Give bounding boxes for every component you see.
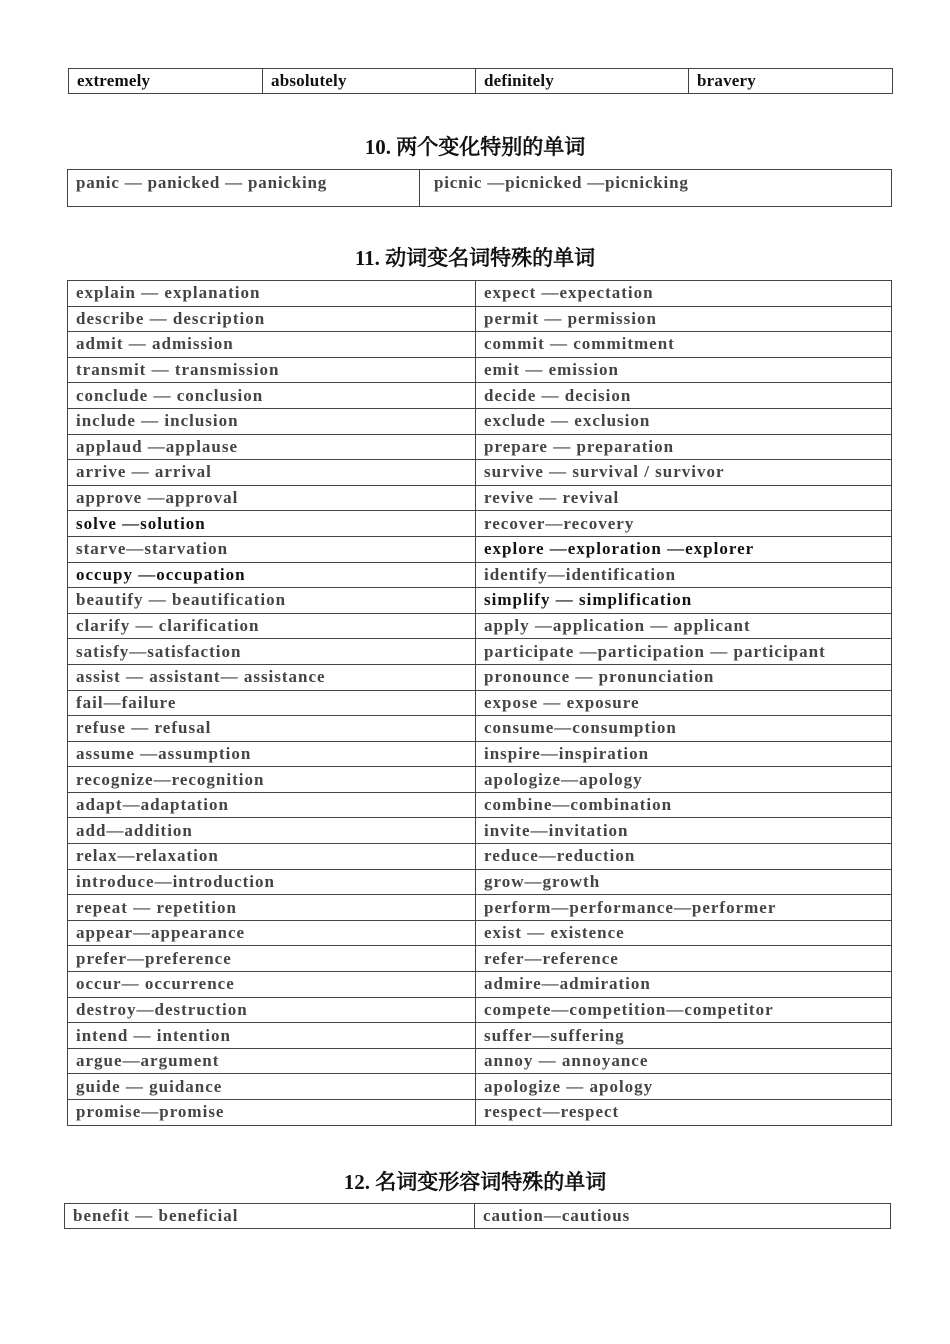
- table-row: [68, 741, 892, 767]
- table-cell: grow—growth: [476, 869, 892, 895]
- table-cell: caution—cautious: [475, 1204, 891, 1229]
- table-cell: pronounce — pronunciation: [476, 664, 892, 690]
- section-11-heading: 11. 动词变名词特殊的单词: [354, 246, 596, 270]
- table-cell: applaud —applause: [68, 434, 476, 460]
- table-row: [65, 1204, 891, 1229]
- table-cell: benefit — beneficial: [65, 1204, 475, 1229]
- table-cell: bravery: [689, 69, 893, 94]
- table-row: [68, 536, 892, 562]
- table-cell: apologize — apology: [476, 1074, 892, 1100]
- table-cell: guide — guidance: [68, 1074, 476, 1100]
- table-row: [68, 281, 892, 307]
- top-word-table: [68, 68, 893, 94]
- table-cell: refer—reference: [476, 946, 892, 972]
- table-cell: reduce—reduction: [476, 844, 892, 870]
- section-10-heading: 10. 两个变化特别的单词: [364, 135, 586, 159]
- table-cell: permit — permission: [476, 306, 892, 332]
- table-row: [68, 869, 892, 895]
- table-cell: respect—respect: [476, 1100, 892, 1126]
- table-cell: identify—identification: [476, 562, 892, 588]
- table-cell: admire—admiration: [476, 972, 892, 998]
- table-row: [68, 664, 892, 690]
- table-cell: perform—performance—performer: [476, 895, 892, 921]
- table-row: [68, 997, 892, 1023]
- table-cell: repeat — repetition: [68, 895, 476, 921]
- table-cell: assist — assistant— assistance: [68, 664, 476, 690]
- table-row: [68, 485, 892, 511]
- table-cell: adapt—adaptation: [68, 792, 476, 818]
- table-row: [68, 383, 892, 409]
- table-row: [68, 818, 892, 844]
- table-cell: include — inclusion: [68, 408, 476, 434]
- table-cell: prepare — preparation: [476, 434, 892, 460]
- table-cell: picnic —picnicked —picnicking: [420, 170, 892, 207]
- table-cell: apply —application — applicant: [476, 613, 892, 639]
- table-row: [68, 1100, 892, 1126]
- table-row: [68, 332, 892, 358]
- table-cell: occur— occurrence: [68, 972, 476, 998]
- table-row: [68, 613, 892, 639]
- table-cell: annoy — annoyance: [476, 1048, 892, 1074]
- table-row: [68, 511, 892, 537]
- table-cell: commit — commitment: [476, 332, 892, 358]
- table-cell: participate —participation — participant: [476, 639, 892, 665]
- table-row: [68, 895, 892, 921]
- table-row: [68, 460, 892, 486]
- table-cell: beautify — beautification: [68, 588, 476, 614]
- table-cell: prefer—preference: [68, 946, 476, 972]
- table-cell: expose — exposure: [476, 690, 892, 716]
- table-cell: explore —exploration —explorer: [476, 536, 892, 562]
- table-cell: decide — decision: [476, 383, 892, 409]
- table-cell: appear—appearance: [68, 920, 476, 946]
- table-row: [68, 1074, 892, 1100]
- table-row: [68, 306, 892, 332]
- table-cell: occupy —occupation: [68, 562, 476, 588]
- table-cell: definitely: [476, 69, 689, 94]
- table-row: [68, 170, 892, 207]
- table-row: [68, 434, 892, 460]
- table-row: [68, 972, 892, 998]
- table-cell: emit — emission: [476, 357, 892, 383]
- table-cell: recover—recovery: [476, 511, 892, 537]
- section-10-table: [67, 169, 892, 207]
- table-cell: promise—promise: [68, 1100, 476, 1126]
- table-cell: transmit — transmission: [68, 357, 476, 383]
- table-cell: destroy—destruction: [68, 997, 476, 1023]
- table-row: [68, 357, 892, 383]
- table-cell: relax—relaxation: [68, 844, 476, 870]
- table-cell: suffer—suffering: [476, 1023, 892, 1049]
- table-cell: satisfy—satisfaction: [68, 639, 476, 665]
- table-row: [68, 639, 892, 665]
- table-cell: survive — survival / survivor: [476, 460, 892, 486]
- table-cell: describe — description: [68, 306, 476, 332]
- table-cell: fail—failure: [68, 690, 476, 716]
- table-cell: inspire—inspiration: [476, 741, 892, 767]
- table-cell: argue—argument: [68, 1048, 476, 1074]
- table-cell: introduce—introduction: [68, 869, 476, 895]
- table-row: [68, 408, 892, 434]
- table-cell: consume—consumption: [476, 716, 892, 742]
- table-row: [68, 920, 892, 946]
- table-row: [68, 844, 892, 870]
- table-cell: invite—invitation: [476, 818, 892, 844]
- table-row: [68, 716, 892, 742]
- table-row: [68, 767, 892, 793]
- table-cell: exist — existence: [476, 920, 892, 946]
- table-cell: exclude — exclusion: [476, 408, 892, 434]
- table-cell: clarify — clarification: [68, 613, 476, 639]
- table-cell: admit — admission: [68, 332, 476, 358]
- table-row: [69, 69, 893, 94]
- table-cell: arrive — arrival: [68, 460, 476, 486]
- table-cell: absolutely: [263, 69, 476, 94]
- table-cell: panic — panicked — panicking: [68, 170, 420, 207]
- table-cell: simplify — simplification: [476, 588, 892, 614]
- table-cell: explain — explanation: [68, 281, 476, 307]
- table-row: [68, 1023, 892, 1049]
- section-11-table: [67, 280, 892, 1126]
- table-cell: combine—combination: [476, 792, 892, 818]
- table-row: [68, 562, 892, 588]
- table-cell: assume —assumption: [68, 741, 476, 767]
- table-cell: extremely: [69, 69, 263, 94]
- table-cell: apologize—apology: [476, 767, 892, 793]
- table-cell: add—addition: [68, 818, 476, 844]
- section-12-heading: 12. 名词变形容词特殊的单词: [343, 1170, 607, 1194]
- table-cell: solve —solution: [68, 511, 476, 537]
- section-12-table: [64, 1203, 891, 1229]
- table-cell: compete—competition—competitor: [476, 997, 892, 1023]
- table-cell: recognize—recognition: [68, 767, 476, 793]
- table-cell: revive — revival: [476, 485, 892, 511]
- table-row: [68, 588, 892, 614]
- table-cell: intend — intention: [68, 1023, 476, 1049]
- table-cell: refuse — refusal: [68, 716, 476, 742]
- table-cell: expect —expectation: [476, 281, 892, 307]
- table-row: [68, 946, 892, 972]
- table-cell: conclude — conclusion: [68, 383, 476, 409]
- table-row: [68, 690, 892, 716]
- table-cell: approve —approval: [68, 485, 476, 511]
- table-row: [68, 792, 892, 818]
- table-cell: starve—starvation: [68, 536, 476, 562]
- table-row: [68, 1048, 892, 1074]
